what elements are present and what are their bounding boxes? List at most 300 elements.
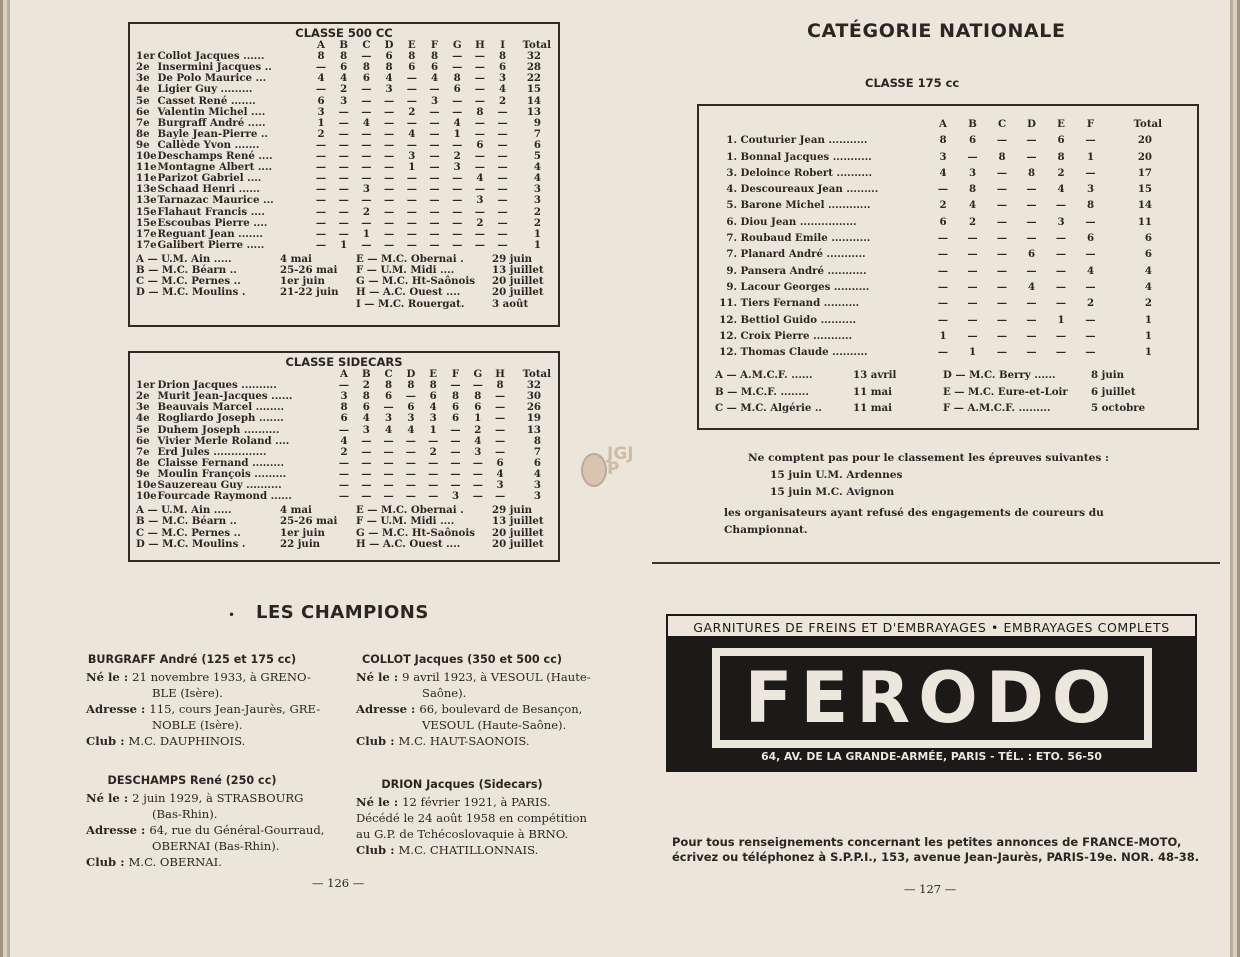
champion-field-label: Club :: [86, 855, 129, 869]
rider-label: Flahaut Francis ....: [154, 205, 265, 218]
score-I: —: [497, 138, 508, 151]
legend-club: F — A.M.C.F. .........: [943, 402, 1051, 415]
score-F: —: [450, 467, 461, 480]
rank: 11e: [136, 161, 157, 174]
score-H: 6: [476, 138, 484, 151]
total-value: 20: [1137, 150, 1152, 163]
rank: 5e: [136, 423, 150, 436]
score-F: —: [1085, 248, 1096, 261]
score-H: —: [474, 50, 485, 63]
score-F: —: [429, 183, 440, 196]
score-G: 1: [453, 127, 461, 140]
rank: 9.: [726, 264, 737, 277]
rank: 4e: [136, 412, 150, 425]
total-value: 3: [533, 183, 541, 196]
score-G: 2: [453, 150, 461, 163]
champion-line: [356, 826, 608, 842]
rider-label: Pansera André ...........: [737, 264, 867, 277]
score-D: —: [405, 490, 416, 503]
score-E: —: [1055, 346, 1067, 359]
score-B: —: [338, 216, 349, 229]
legend-club: C — M.C. Pernes ..: [136, 526, 241, 539]
rank: 9e: [136, 467, 150, 480]
champion-field-value: 66, boulevard de Besançon,: [419, 702, 583, 716]
standing-row: [699, 214, 1197, 230]
champion-field-label: Club :: [356, 843, 399, 857]
rider-label: Diou Jean ................: [737, 215, 857, 228]
standing-row: [699, 197, 1197, 213]
score-F: —: [1085, 280, 1096, 293]
champion-line: [86, 822, 348, 838]
score-F: —: [429, 216, 440, 229]
rider-label: Croix Pierre ...........: [737, 329, 853, 342]
score-B: 4: [340, 72, 348, 85]
score-A: —: [338, 379, 350, 392]
score-D: —: [405, 445, 416, 458]
score-A: —: [338, 467, 350, 480]
total-value: 6: [533, 138, 541, 151]
score-G: —: [452, 94, 463, 107]
score-C: —: [996, 166, 1008, 179]
score-G: —: [452, 227, 463, 240]
champion-line: [86, 806, 348, 822]
score-I: 3: [499, 72, 507, 85]
standing-row: [699, 295, 1197, 311]
champion-line: [86, 685, 348, 701]
total-value: 17: [1137, 166, 1152, 179]
score-F: —: [1085, 134, 1096, 147]
score-H: —: [474, 227, 485, 240]
score-B: —: [361, 434, 372, 447]
rank: 11.: [719, 297, 737, 310]
score-H: —: [474, 205, 485, 218]
score-A: —: [338, 423, 350, 436]
rider-label: Bayle Jean-Pierre ..: [154, 127, 268, 140]
score-B: 8: [362, 390, 370, 403]
rank: 12.: [719, 329, 737, 342]
rider-name: [707, 263, 867, 279]
rider-label: Fourcade Raymond ......: [154, 490, 292, 503]
score-A: —: [937, 280, 949, 293]
rank: 10e: [136, 150, 157, 163]
rider-label: Deloince Robert ..........: [737, 166, 872, 179]
legend-club: F — U.M. Midi ....: [356, 264, 455, 277]
score-B: —: [338, 127, 349, 140]
legend-club: C — M.C. Pernes ..: [136, 275, 241, 288]
total-header: Total: [522, 368, 551, 381]
rank: 7e: [136, 445, 150, 458]
legend-date: 25-26 mai: [280, 264, 338, 277]
score-E: 4: [408, 127, 416, 140]
col-header-C: C: [997, 118, 1007, 130]
score-D: 6: [1027, 248, 1036, 261]
score-A: —: [315, 205, 327, 218]
champion-line: [356, 701, 608, 717]
score-A: 1: [939, 329, 947, 342]
score-I: —: [497, 227, 508, 240]
score-A: —: [937, 183, 949, 196]
rider-label: Bonnal Jacques ...........: [737, 150, 872, 163]
rank: 1.: [726, 134, 737, 147]
total-value: 13: [526, 105, 541, 118]
rank: 3.: [726, 166, 737, 179]
total-value: 14: [1137, 199, 1152, 212]
score-G: —: [452, 61, 463, 74]
total-value: 4: [1144, 264, 1152, 277]
total-value: 1: [533, 238, 541, 251]
score-E: 2: [408, 105, 416, 118]
score-E: —: [406, 205, 417, 218]
rider-label: Tarnazac Maurice ...: [154, 194, 274, 207]
score-F: 1: [1086, 150, 1095, 163]
col-header-E: E: [1057, 118, 1065, 130]
champion-field-label: Club :: [86, 734, 129, 748]
score-G: —: [472, 490, 483, 503]
score-H: —: [474, 94, 485, 107]
champion-line: [356, 669, 608, 685]
col-header-D: D: [406, 368, 416, 381]
score-F: —: [429, 172, 440, 185]
score-C: —: [996, 199, 1008, 212]
score-C: —: [996, 313, 1008, 326]
score-F: 6: [451, 412, 460, 425]
score-B: 1: [968, 346, 977, 359]
ferodo-ad: [666, 614, 1197, 772]
rider-label: Deschamps René ....: [154, 150, 273, 163]
score-G: —: [452, 172, 463, 185]
legend-date: 6 juillet: [1091, 385, 1136, 398]
score-C: —: [383, 467, 394, 480]
rider-label: Ligier Guy .........: [154, 83, 253, 96]
score-B: 4: [362, 412, 370, 425]
score-E: —: [406, 83, 417, 96]
rider-name: [707, 214, 857, 230]
champion-field-label: Adresse :: [86, 823, 150, 837]
col-header-C: C: [384, 368, 393, 381]
score-C: —: [996, 297, 1008, 310]
score-F: —: [450, 456, 461, 469]
score-D: 4: [385, 72, 393, 85]
score-F: —: [1085, 346, 1096, 359]
rank: 6.: [726, 215, 737, 228]
standing-row: [699, 246, 1197, 262]
rider-label: Erd Jules ...............: [154, 445, 267, 458]
note-line-4: les organisateurs ayant refusé des engagements de coureurs du: [724, 507, 1104, 519]
legend-row: [699, 400, 1197, 416]
total-value: 1: [1144, 346, 1152, 359]
standing-row: [699, 132, 1197, 148]
score-B: 3: [362, 423, 370, 436]
score-G: —: [452, 205, 463, 218]
score-D: —: [384, 227, 395, 240]
score-F: 8: [1086, 199, 1095, 212]
rank: 1er: [136, 50, 155, 63]
score-F: —: [429, 138, 440, 151]
score-F: —: [429, 161, 440, 174]
score-H: —: [474, 150, 485, 163]
standing-row: [699, 181, 1197, 197]
score-F: —: [429, 105, 440, 118]
rider-name: [707, 132, 867, 148]
score-C: —: [383, 401, 394, 414]
col-header-F: F: [430, 39, 439, 52]
classe-175-title: CLASSE 175 cc: [865, 76, 960, 90]
score-E: —: [406, 194, 417, 207]
classe-500-title: CLASSE 500 CC: [295, 26, 393, 40]
score-I: —: [497, 127, 508, 140]
rank: 4.: [726, 183, 737, 196]
score-A: —: [937, 346, 949, 359]
score-F: 6: [451, 401, 460, 414]
rank: 10e: [136, 490, 157, 503]
standing-row: [699, 328, 1197, 344]
ferodo-address: 64, AV. DE LA GRANDE-ARMÉE, PARIS - TÉL. : ETO. 56-50: [761, 750, 1102, 763]
score-E: —: [406, 94, 417, 107]
score-B: —: [967, 248, 978, 261]
score-C: 8: [998, 150, 1006, 163]
total-value: 4: [533, 172, 541, 185]
score-B: 1: [340, 238, 348, 251]
score-E: —: [1055, 199, 1067, 212]
score-D: 8: [1027, 166, 1036, 179]
score-G: 8: [453, 72, 461, 85]
standing-row: [130, 491, 558, 502]
score-D: —: [384, 216, 395, 229]
standing-row: [699, 344, 1197, 360]
score-C: —: [361, 161, 372, 174]
col-header-F: F: [1086, 118, 1095, 130]
score-E: —: [428, 456, 439, 469]
champion-field-value: VESOUL (Haute-Saône).: [422, 718, 567, 732]
champion-field-value: M.C. DAUPHINOIS.: [128, 734, 246, 748]
champion-field-label: Adresse :: [356, 702, 420, 716]
champion-line: [86, 854, 348, 870]
score-G: 4: [474, 434, 482, 447]
champion-collot: [356, 652, 608, 749]
rank: 7e: [136, 116, 150, 129]
rider-label: Planard André ...........: [737, 248, 866, 261]
score-G: —: [452, 238, 463, 251]
rider-name: [136, 240, 264, 251]
page-number-127: — 127 —: [904, 882, 957, 896]
champion-field-label: Né le :: [86, 791, 133, 805]
score-D: —: [405, 434, 416, 447]
champion-line: [86, 717, 348, 733]
legend-date: 3 août: [492, 297, 529, 310]
rider-name: [707, 230, 870, 246]
legend-club: I — M.C. Rouergat.: [356, 297, 465, 310]
score-B: —: [361, 479, 372, 492]
score-F: —: [450, 434, 461, 447]
champion-drion: [356, 777, 608, 858]
score-C: 6: [385, 390, 393, 403]
champion-line: [356, 794, 608, 810]
score-D: 3: [407, 412, 415, 425]
legend-club: E — M.C. Obernai .: [356, 504, 464, 517]
score-D: —: [384, 238, 395, 251]
legend-date: 13 juillet: [492, 515, 544, 528]
champion-title: DESCHAMPS René (250 cc): [107, 774, 277, 787]
note-line-2: 15 juin U.M. Ardennes: [770, 469, 903, 481]
score-A: —: [338, 490, 350, 503]
total-value: 4: [533, 467, 541, 480]
rider-label: Couturier Jean ...........: [737, 134, 868, 147]
rider-label: Bettiol Guido ..........: [737, 313, 857, 326]
score-B: 3: [968, 166, 977, 179]
score-A: —: [338, 456, 350, 469]
score-C: —: [361, 238, 372, 251]
rank: 4e: [136, 83, 150, 96]
score-C: 6: [362, 72, 370, 85]
score-D: 4: [407, 423, 415, 436]
score-E: 3: [429, 412, 437, 425]
score-G: —: [452, 50, 463, 63]
classe-175-header: [699, 116, 1197, 132]
rider-name: [707, 344, 868, 360]
total-value: 3: [533, 479, 541, 492]
rider-name: [707, 149, 872, 165]
categorie-nationale-title: CATÉGORIE NATIONALE: [807, 20, 1066, 42]
champion-field-value: M.C. HAUT-SAONOIS.: [398, 734, 530, 748]
rider-label: Escoubas Pierre ....: [154, 216, 268, 229]
score-F: —: [1085, 166, 1096, 179]
watermark-text: JGJP: [607, 444, 634, 479]
score-H: —: [495, 490, 506, 503]
total-value: 9: [533, 116, 541, 129]
legend-club: G — M.C. Ht-Saônois: [356, 275, 475, 288]
score-F: —: [1085, 329, 1096, 342]
score-C: —: [361, 83, 372, 96]
rank: 9e: [136, 138, 150, 151]
score-G: —: [472, 479, 483, 492]
legend-date: 20 juillet: [492, 537, 544, 550]
score-A: 4: [939, 166, 947, 179]
champions-heading: LES CHAMPIONS: [256, 602, 429, 623]
rank: 3e: [136, 401, 150, 414]
rider-name: [707, 312, 856, 328]
score-G: 8: [474, 390, 482, 403]
rank: 15e: [136, 216, 157, 229]
total-value: 2: [1144, 297, 1152, 310]
score-D: —: [405, 390, 416, 403]
score-D: —: [1026, 297, 1037, 310]
total-value: 32: [526, 50, 541, 63]
score-F: —: [450, 423, 461, 436]
score-C: 8: [362, 61, 370, 74]
score-B: —: [338, 150, 349, 163]
score-E: —: [428, 479, 439, 492]
score-F: —: [429, 150, 440, 163]
rank: 5.: [726, 199, 737, 212]
col-header-F: F: [451, 368, 460, 381]
standing-row: [699, 279, 1197, 295]
total-value: 3: [533, 194, 541, 207]
score-B: —: [967, 150, 978, 163]
champion-line: [86, 701, 348, 717]
score-B: —: [967, 313, 978, 326]
standing-row: [130, 240, 558, 251]
col-header-H: H: [495, 368, 505, 381]
score-H: —: [474, 116, 485, 129]
score-F: 3: [1086, 183, 1095, 196]
total-value: 4: [1144, 280, 1152, 293]
legend-row: [699, 384, 1197, 400]
score-B: —: [967, 329, 978, 342]
rider-label: Rogliardo Joseph .......: [154, 412, 284, 425]
total-value: 15: [1137, 183, 1152, 196]
score-G: 1: [474, 412, 482, 425]
rank: 11e: [136, 172, 157, 185]
col-header-H: H: [475, 39, 485, 52]
score-I: —: [497, 105, 508, 118]
score-I: —: [497, 194, 508, 207]
score-H: 3: [476, 194, 484, 207]
champion-line: [356, 685, 608, 701]
rider-label: Lacour Georges ..........: [737, 280, 870, 293]
standing-row: [699, 263, 1197, 279]
legend-date: 4 mai: [280, 504, 312, 517]
watermark-face-icon: [581, 453, 607, 487]
score-H: 4: [496, 467, 504, 480]
score-B: 8: [968, 183, 977, 196]
champion-field-value: M.C. OBERNAI.: [128, 855, 222, 869]
legend-date: 1er juin: [280, 275, 325, 288]
score-A: 1: [317, 116, 325, 129]
score-B: 2: [968, 215, 977, 228]
score-A: —: [937, 297, 949, 310]
score-C: 4: [385, 423, 393, 436]
score-B: 6: [968, 134, 977, 147]
col-header-B: B: [361, 368, 371, 381]
score-C: —: [996, 264, 1008, 277]
total-value: 15: [526, 83, 541, 96]
legend-date: 22 juin: [280, 537, 321, 550]
score-A: 4: [340, 434, 348, 447]
rider-label: Valentin Michel ....: [154, 105, 266, 118]
score-A: —: [315, 227, 327, 240]
rank: 9.: [726, 280, 737, 293]
total-value: 11: [1137, 215, 1152, 228]
legend-date: 8 juin: [1091, 369, 1125, 382]
score-D: —: [405, 456, 416, 469]
score-C: —: [361, 216, 372, 229]
score-E: 6: [408, 61, 416, 74]
rank: 13e: [136, 194, 157, 207]
score-D: —: [1026, 215, 1037, 228]
rider-name: [707, 197, 871, 213]
score-G: —: [452, 138, 463, 151]
score-A: 3: [939, 150, 947, 163]
rider-label: Casset René .......: [154, 94, 256, 107]
score-A: 2: [939, 199, 947, 212]
score-I: 4: [499, 83, 507, 96]
score-E: —: [406, 238, 417, 251]
score-A: 4: [317, 72, 325, 85]
score-I: —: [497, 216, 508, 229]
score-A: 8: [317, 50, 325, 63]
legend-club: H — A.C. Ouest ....: [356, 286, 461, 299]
score-I: —: [497, 150, 508, 163]
score-I: —: [497, 116, 508, 129]
champion-field-value: BLE (Isère).: [152, 686, 223, 700]
score-B: 8: [340, 50, 348, 63]
score-E: 4: [429, 401, 437, 414]
score-E: —: [1055, 264, 1067, 277]
champion-field-label: Club :: [356, 734, 399, 748]
score-B: —: [338, 205, 349, 218]
score-C: 4: [362, 116, 370, 129]
legend-date: 11 mai: [853, 402, 892, 415]
